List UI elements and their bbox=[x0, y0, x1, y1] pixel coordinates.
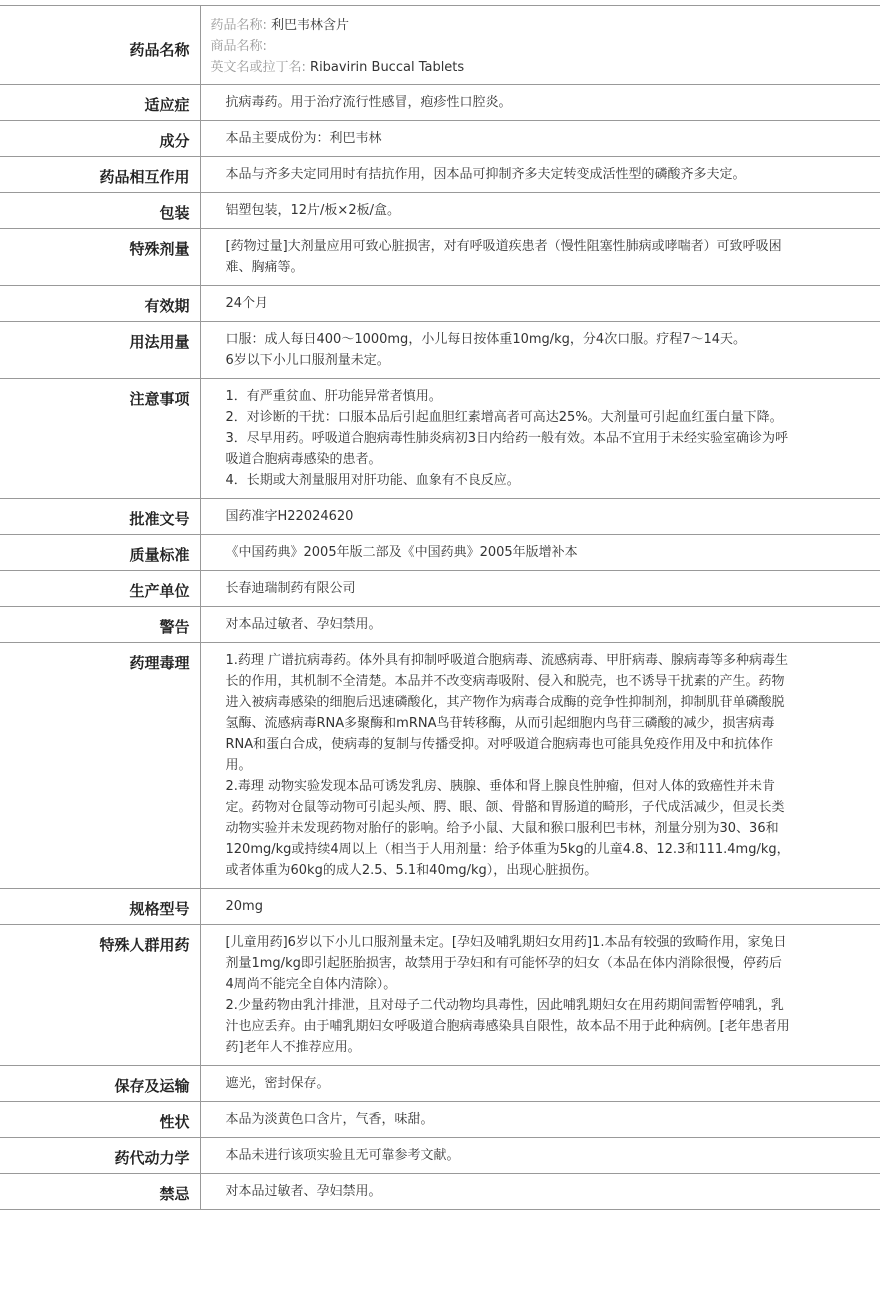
row-label: 药代动力学 bbox=[0, 1138, 200, 1174]
row-value bbox=[200, 643, 880, 889]
spec-row bbox=[0, 322, 880, 379]
row-label: 药理毒理 bbox=[0, 643, 200, 889]
spec-row bbox=[0, 193, 880, 229]
drug-spec-body bbox=[0, 6, 880, 1210]
drug-name-key: 药品名称: bbox=[210, 18, 267, 33]
row-label: 保存及运输 bbox=[0, 1066, 200, 1102]
row-paragraph: 本品与齐多夫定同用时有拮抗作用，因本品可抑制齐多夫定转变成活性型的磷酸齐多夫定。 bbox=[225, 167, 746, 182]
spec-row bbox=[0, 889, 880, 925]
row-value bbox=[200, 121, 880, 157]
spec-row-drug-name bbox=[0, 6, 880, 85]
row-paragraph: 铝塑包装，12片/板×2板/盒。 bbox=[225, 203, 400, 218]
row-value bbox=[200, 535, 880, 571]
row-paragraph: 《中国药典》2005年版二部及《中国药典》2005年版增补本 bbox=[225, 545, 578, 560]
drug-spec-table bbox=[0, 5, 880, 1210]
row-paragraph: 本品主要成份为：利巴韦林 bbox=[225, 131, 382, 146]
spec-row bbox=[0, 157, 880, 193]
row-paragraph: 本品未进行该项实验且无可靠参考文献。 bbox=[225, 1148, 460, 1163]
row-label: 禁忌 bbox=[0, 1174, 200, 1210]
trade-name-line bbox=[211, 36, 791, 57]
english-name-key: 英文名或拉丁名: bbox=[210, 60, 306, 75]
row-label: 特殊人群用药 bbox=[0, 925, 200, 1066]
spec-row bbox=[0, 229, 880, 286]
row-paragraph: [药物过量]大剂量应用可致心脏损害，对有呼吸道疾患者（慢性阻塞性肺病或哮喘者）可致呼吸困难、胸痛等。 bbox=[225, 239, 782, 275]
row-paragraph: 1．有严重贫血、肝功能异常者慎用。 bbox=[225, 389, 442, 404]
row-paragraph: 1.药理 广谱抗病毒药。体外具有抑制呼吸道合胞病毒、流感病毒、甲肝病毒、腺病毒等多种病毒生长的作用，其机制不全清楚。本品并不改变病毒吸附、侵入和脱壳，也不诱导干扰素的产生。药物进入被病毒感染的细胞后迅速磷酸化，其产物作为病毒合成酶的竞争性抑制剂，抑制肌苷单磷酸脱氢酶、流感病毒RNA多聚酶和mRNA鸟苷转移酶，从而引起细胞内鸟苷三磷酸的减少，损害病毒RNA和蛋白合成，使病毒的复制与传播受抑。对呼吸道合胞病毒也可能具免疫作用及中和抗体作用。 bbox=[225, 653, 789, 773]
row-paragraph: 2．对诊断的干扰：口服本品后引起血胆红素增高者可高达25%。大剂量可引起血红蛋白量下降。 bbox=[225, 410, 783, 425]
spec-row bbox=[0, 85, 880, 121]
row-value bbox=[200, 889, 880, 925]
drug-name-value: 利巴韦林含片 bbox=[271, 18, 350, 33]
row-paragraph: 抗病毒药。用于治疗流行性感冒，疱疹性口腔炎。 bbox=[225, 95, 512, 110]
row-label: 有效期 bbox=[0, 286, 200, 322]
row-paragraph: 2.少量药物由乳汁排泄，且对母子二代动物均具毒性，因此哺乳期妇女在用药期间需暂停哺乳，乳汁也应丢弃。由于哺乳期妇女呼吸道合胞病毒感染具自限性，故本品不用于此种病例。[老年患者用药]老年人不推荐应用。 bbox=[225, 998, 790, 1055]
row-label: 用法用量 bbox=[0, 322, 200, 379]
spec-row bbox=[0, 1066, 880, 1102]
row-value bbox=[200, 6, 880, 85]
row-paragraph: 长春迪瑞制药有限公司 bbox=[225, 581, 356, 596]
row-label: 警告 bbox=[0, 607, 200, 643]
row-paragraph: 20mg bbox=[225, 899, 263, 914]
english-name-line bbox=[211, 57, 791, 78]
row-value bbox=[200, 85, 880, 121]
drug-name-line bbox=[211, 15, 791, 36]
spec-row bbox=[0, 643, 880, 889]
row-value bbox=[200, 925, 880, 1066]
row-paragraph: 4．长期或大剂量服用对肝功能、血象有不良反应。 bbox=[225, 473, 520, 488]
row-paragraph: 2.毒理 动物实验发现本品可诱发乳房、胰腺、垂体和肾上腺良性肿瘤，但对人体的致癌性并未肯定。药物对仓鼠等动物可引起头颅、腭、眼、颌、骨骼和胃肠道的畸形，子代成活减少，但灵长类动物实验并未发现药物对胎仔的影响。给予小鼠、大鼠和猴口服利巴韦林，剂量分别为30、36和120mg/kg或持续4周以上（相当于人用剂量：给予体重为5kg的儿童4.8、12.3和111.4mg/kg，或者体重为60kg的成人2.5、5.1和40mg/kg），出现心脏损伤。 bbox=[225, 779, 790, 878]
row-label: 注意事项 bbox=[0, 379, 200, 499]
row-value bbox=[200, 193, 880, 229]
row-paragraph: 对本品过敏者、孕妇禁用。 bbox=[225, 1184, 382, 1199]
row-label: 规格型号 bbox=[0, 889, 200, 925]
spec-row bbox=[0, 499, 880, 535]
row-paragraph: 遮光，密封保存。 bbox=[225, 1076, 330, 1091]
row-paragraph: 口服：成人每日400～1000mg，小儿每日按体重10mg/kg，分4次口服。疗程7～14天。 bbox=[225, 332, 747, 347]
row-paragraph: 本品为淡黄色口含片，气香，味甜。 bbox=[225, 1112, 434, 1127]
row-label: 质量标准 bbox=[0, 535, 200, 571]
row-paragraph: 对本品过敏者、孕妇禁用。 bbox=[225, 617, 382, 632]
row-label: 适应症 bbox=[0, 85, 200, 121]
row-value bbox=[200, 286, 880, 322]
row-value bbox=[200, 157, 880, 193]
row-value bbox=[200, 379, 880, 499]
row-value bbox=[200, 1174, 880, 1210]
row-label: 特殊剂量 bbox=[0, 229, 200, 286]
row-label: 批准文号 bbox=[0, 499, 200, 535]
row-paragraph: [儿童用药]6岁以下小儿口服剂量未定。[孕妇及哺乳期妇女用药]1.本品有较强的致畸作用，家兔日剂量1mg/kg即引起胚胎损害，故禁用于孕妇和有可能怀孕的妇女（本品在体内消除很慢，停药后4周尚不能完全自体内清除）。 bbox=[225, 935, 787, 992]
row-label: 性状 bbox=[0, 1102, 200, 1138]
row-paragraph: 24个月 bbox=[225, 296, 269, 311]
row-value bbox=[200, 229, 880, 286]
row-paragraph: 3．尽早用药。呼吸道合胞病毒性肺炎病初3日内给药一般有效。本品不宜用于未经实验室确诊为呼吸道合胞病毒感染的患者。 bbox=[225, 431, 789, 467]
row-value bbox=[200, 499, 880, 535]
spec-row bbox=[0, 925, 880, 1066]
spec-row bbox=[0, 1102, 880, 1138]
spec-row bbox=[0, 607, 880, 643]
row-value bbox=[200, 322, 880, 379]
row-label: 成分 bbox=[0, 121, 200, 157]
row-value bbox=[200, 1102, 880, 1138]
row-label: 药品相互作用 bbox=[0, 157, 200, 193]
row-label: 药品名称 bbox=[0, 6, 200, 85]
spec-row bbox=[0, 1174, 880, 1210]
row-value bbox=[200, 1138, 880, 1174]
row-label: 包装 bbox=[0, 193, 200, 229]
row-value bbox=[200, 607, 880, 643]
row-paragraph: 国药准字H22024620 bbox=[225, 509, 354, 524]
spec-row bbox=[0, 1138, 880, 1174]
spec-row bbox=[0, 121, 880, 157]
spec-row bbox=[0, 379, 880, 499]
spec-row bbox=[0, 571, 880, 607]
trade-name-key: 商品名称: bbox=[210, 39, 267, 54]
spec-row bbox=[0, 286, 880, 322]
row-value bbox=[200, 1066, 880, 1102]
row-paragraph: 6岁以下小儿口服剂量未定。 bbox=[225, 353, 390, 368]
english-name-value: Ribavirin Buccal Tablets bbox=[310, 60, 465, 75]
row-label: 生产单位 bbox=[0, 571, 200, 607]
row-value bbox=[200, 571, 880, 607]
spec-row bbox=[0, 535, 880, 571]
